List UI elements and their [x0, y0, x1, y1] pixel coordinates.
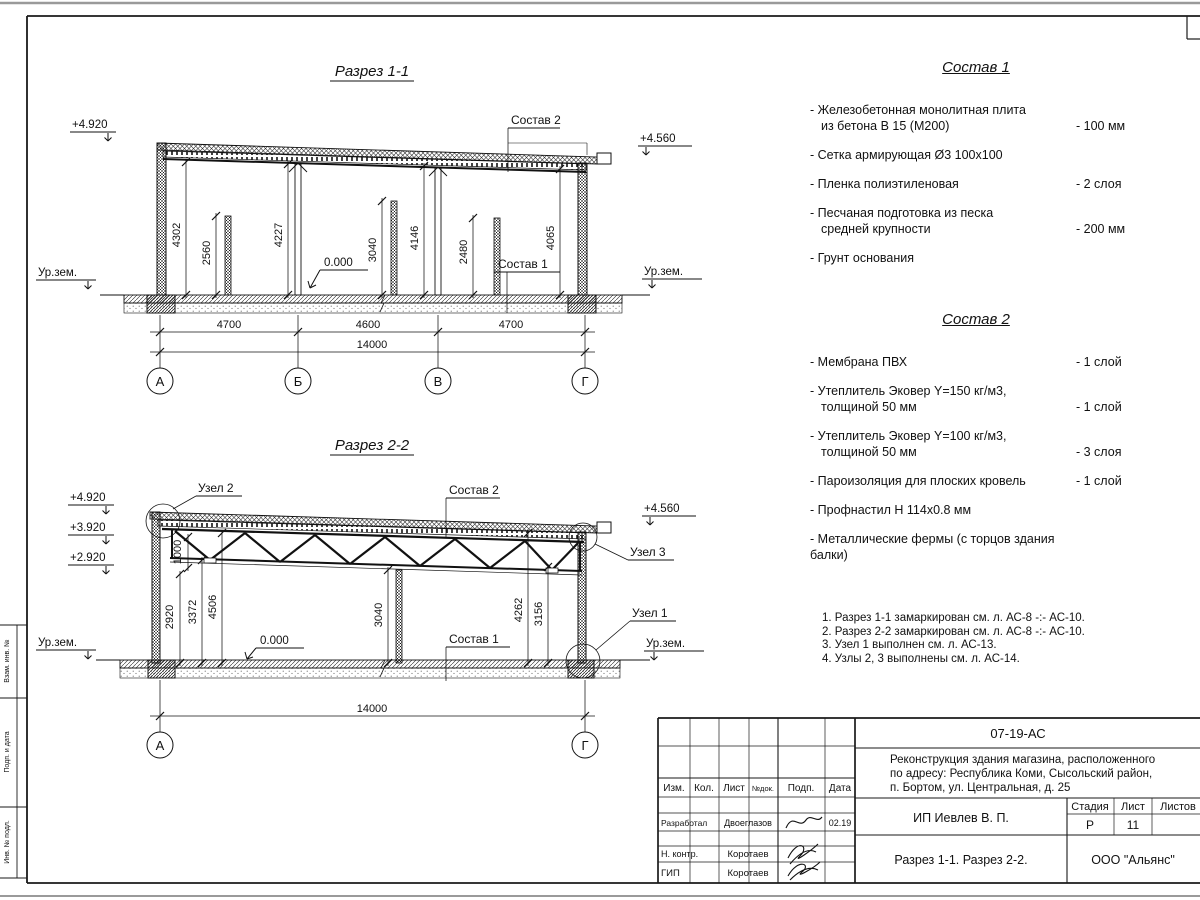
ground-label: Ур.зем. [646, 638, 686, 650]
list-item: - Пароизоляция для плоских кровель - 1 слой [810, 474, 1122, 488]
dim-label: 2560 [201, 240, 213, 266]
tb-role: Разработал [661, 818, 708, 828]
signature [786, 817, 822, 828]
dim-label: 4700 [216, 319, 242, 331]
list-item: - Грунт основания [810, 251, 915, 265]
tb-col-header: Дата [828, 783, 852, 794]
dim-label: 3040 [367, 237, 379, 263]
stage-header: Стадия [1071, 801, 1109, 813]
elevation-label: +4.560 [644, 503, 680, 515]
floor-slab [124, 295, 622, 303]
axis-bubbles [147, 368, 598, 394]
axis-label: Б [293, 374, 303, 389]
tb-col-header: Изм. [663, 783, 685, 794]
sostav1-ref: Состав 1 [449, 632, 499, 646]
zero-level-label: 0.000 [324, 257, 353, 269]
list-item: - Песчаная подготовка из песка средней крупности - 200 мм [810, 206, 1126, 236]
axis-label: А [155, 738, 165, 753]
stage-value: Р [1085, 818, 1095, 832]
doc-code: 07-19-АС [990, 726, 1046, 741]
dim-label: 14000 [356, 703, 388, 715]
column-axis-v [435, 168, 441, 295]
tb-date: 02.19 [828, 818, 852, 828]
title-block [658, 718, 1200, 883]
signature [788, 844, 818, 864]
list-item: - Профнастил Н 114х0.8 мм [810, 503, 972, 517]
wall-axis-g [578, 532, 586, 663]
floor-sand [120, 668, 620, 678]
list-item: - Утеплитель Эковер Y=150 кг/м3, толщиной 50 мм - 1 слой [810, 384, 1122, 414]
dim-label: 4065 [545, 225, 557, 251]
note-line: 4. Узлы 2, 3 выполнены см. л. АС-14. [822, 652, 1020, 665]
note-line: 3. Узел 1 выполнен см. л. АС-13. [822, 639, 997, 651]
dim-label: 3040 [373, 602, 385, 628]
tb-role: Н. контр. [661, 849, 699, 859]
tb-col-header: №док. [752, 784, 774, 793]
section-2-title: Разрез 2-2 [334, 437, 410, 454]
sostav1-ref: Состав 1 [498, 257, 548, 271]
sheet-header: Лист [1121, 801, 1145, 813]
vertical-dimensions [186, 159, 560, 298]
drawing-title: Разрез 1-1. Разрез 2-2. [894, 853, 1028, 867]
dim-label: 14000 [356, 339, 388, 351]
elevation-label: +4.560 [640, 133, 676, 145]
elevation-label: +4.920 [72, 119, 108, 131]
project-line: п. Бортом, ул. Центральная, д. 25 [890, 782, 1071, 794]
ground-label: Ур.зем. [38, 267, 78, 279]
column-axis-b [295, 164, 301, 295]
dim-label: 3372 [187, 599, 199, 625]
node-label: Узел 3 [630, 545, 666, 559]
tb-col-header: Подп. [787, 783, 815, 794]
tb-role: ГИП [661, 868, 680, 879]
footing [147, 295, 175, 313]
roof-gutter [597, 153, 611, 164]
axis-label: А [155, 374, 165, 389]
note-line: 2. Разрез 2-2 замаркирован см. л. АС-8 -:- АС-10. [822, 625, 1085, 638]
dim-ticks [176, 529, 552, 667]
side-stamp-label: Взам. инв. № [4, 639, 11, 683]
tb-col-header: Кол. [694, 783, 714, 794]
footing [568, 660, 594, 678]
list-item: - Пленка полиэтиленовая - 2 слоя [810, 177, 1122, 191]
ground-label: Ур.зем. [38, 637, 78, 649]
partition-wall [396, 570, 402, 663]
elevation-label: +3.920 [70, 522, 106, 534]
section-1-title: Разрез 1-1 [334, 63, 410, 80]
dim-label: 2480 [458, 239, 470, 265]
footing [568, 295, 596, 313]
dim-label: 2920 [164, 604, 176, 630]
partition-wall [225, 216, 231, 295]
list-item: - Мембрана ПВХ - 1 слой [810, 355, 1122, 369]
sostav1-block [810, 60, 1142, 279]
project-line: по адресу: Республика Коми, Сысольский район, [890, 768, 1153, 780]
axis-label: В [433, 374, 443, 389]
section-2-drawing [36, 437, 704, 758]
client: ИП Иевлев В. П. [913, 811, 1009, 825]
sostav2-ref: Состав 2 [449, 483, 499, 497]
zero-level-label: 0.000 [260, 635, 289, 647]
project-line: Реконструкция здания магазина, расположенного [890, 754, 1156, 766]
axis-label: Г [581, 738, 589, 753]
wall-axis-a [157, 143, 166, 295]
wall-axis-g [578, 163, 587, 295]
company: ООО "Альянс" [1091, 853, 1175, 867]
dim-label: 4227 [273, 222, 285, 248]
node-label: Узел 1 [632, 606, 668, 620]
dim-label: 4146 [409, 225, 421, 251]
dim-label: 4262 [513, 597, 525, 623]
section-1-drawing [36, 63, 702, 394]
dim-label: 4302 [171, 222, 183, 248]
list-item: - Сетка армирующая Ø3 100х100 [810, 148, 1003, 162]
axis-bubbles [147, 732, 598, 758]
tb-col-header: Лист [723, 783, 745, 794]
sostav2-ref: Состав 2 [511, 113, 561, 127]
dim-label: 4506 [207, 594, 219, 620]
roof-gutter [597, 522, 611, 533]
tb-name: Коротаев [727, 868, 769, 879]
axis-label: Г [581, 374, 589, 389]
signature [788, 862, 820, 880]
list-item: - Утеплитель Эковер Y=100 кг/м3, толщиной 50 мм - 3 слоя [810, 429, 1122, 459]
sheet-value: 11 [1126, 818, 1140, 832]
side-stamp-label: Подп. и дата [4, 731, 11, 773]
elevation-label: +4.920 [70, 492, 106, 504]
note-line: 1. Разрез 1-1 замаркирован см. л. АС-8 -:- АС-10. [822, 612, 1085, 624]
elevation-label: +2.920 [70, 552, 106, 564]
tb-name: Двоеглазов [724, 818, 772, 828]
floor-sand [124, 303, 622, 313]
node-label: Узел 2 [198, 481, 234, 495]
dim-label: 3156 [533, 601, 545, 627]
sostav2-block [810, 312, 1142, 576]
partition-wall [391, 201, 397, 295]
sostav1-title: Состав 1 [942, 59, 1010, 76]
dim-label: 4600 [355, 319, 381, 331]
list-item: - Железобетонная монолитная плита из бетона В 15 (М200) - 100 мм [810, 103, 1126, 133]
side-stamp-label: Инв. № подл. [4, 820, 11, 864]
list-item: - Металлические фермы (с торцов здания балки) [810, 532, 1055, 562]
dim-label: 4700 [498, 319, 524, 331]
sostav2-title: Состав 2 [942, 311, 1010, 328]
ground-label: Ур.зем. [644, 266, 684, 278]
notes-block [822, 612, 1200, 666]
dim-label: 1000 [172, 539, 184, 565]
tb-name: Коротаев [727, 849, 769, 860]
footing [148, 660, 175, 678]
sheets-header: Листов [1160, 801, 1196, 813]
